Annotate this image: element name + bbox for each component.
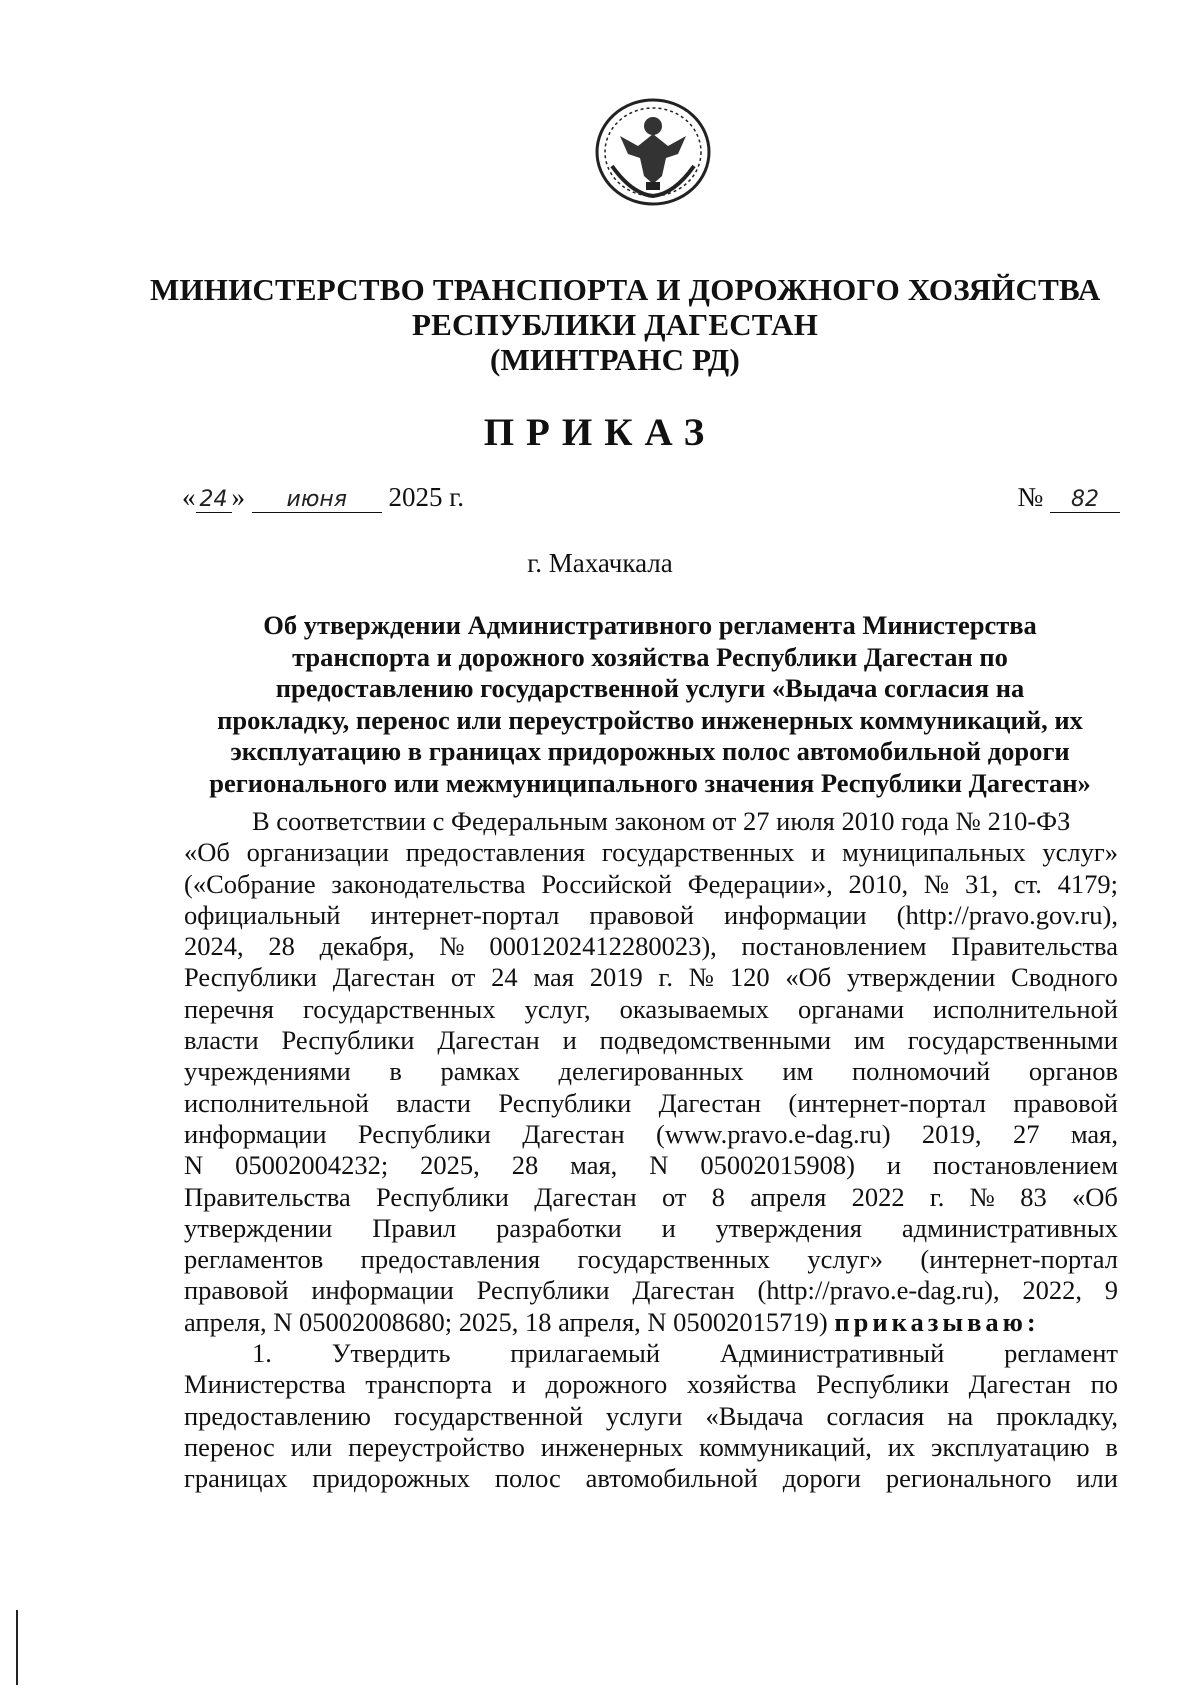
- body-word: («Собрание: [184, 868, 316, 899]
- body-line: [184, 1213, 1118, 1244]
- body-word: Правил: [372, 1212, 457, 1243]
- body-line: [184, 1025, 1118, 1056]
- body-word: исполнительной: [184, 1087, 369, 1118]
- body-line: [184, 1432, 1118, 1463]
- body-word: «Выдача: [705, 1400, 804, 1431]
- body-word: №: [923, 868, 950, 899]
- body-line: [184, 962, 1118, 993]
- body-word: официальный: [184, 899, 341, 930]
- body-word: мая: [533, 962, 574, 993]
- body-word: г.: [929, 1181, 945, 1212]
- body-word: услуги: [605, 1400, 683, 1431]
- order-body: [184, 806, 1118, 1495]
- body-word: полос: [494, 1463, 561, 1494]
- body-word: г.: [658, 962, 673, 993]
- body-word: регионального: [885, 1463, 1052, 1494]
- body-word: «Об: [184, 837, 230, 868]
- body-word: подведомственными: [599, 1025, 832, 1056]
- body-line: [184, 931, 1118, 962]
- coat-of-arms-dagestan-icon: [592, 96, 714, 208]
- body-word: мая,: [1070, 1118, 1118, 1149]
- body-word: №: [439, 931, 465, 962]
- body-word: 2019,: [921, 1118, 982, 1149]
- order-city: г. Махачкала: [527, 548, 673, 578]
- body-word: N: [649, 1150, 669, 1181]
- body-word: государственных: [601, 837, 795, 868]
- body-word: N: [184, 1150, 204, 1181]
- body-word: учреждениями: [184, 1056, 351, 1087]
- date-month: июня: [252, 487, 382, 513]
- body-word: 9: [1104, 1275, 1118, 1306]
- body-line-text: апреля, N 05002008680; 2025, 18 апреля, N 05002015719): [184, 1306, 828, 1337]
- body-word: 1.: [252, 1338, 272, 1369]
- body-line: [184, 1369, 1118, 1400]
- body-line-text: В соответствии с Федеральным законом от 27 июля 2010 года № 210-ФЗ: [252, 806, 1071, 836]
- body-word: услуг»: [807, 1244, 883, 1275]
- subject-line: регионального или межмуниципального значения Республики Дагестан»: [209, 767, 1091, 798]
- subject-line: эксплуатацию в границах придорожных полос автомобильной дороги: [230, 736, 1070, 766]
- body-word: в: [1105, 1431, 1118, 1462]
- body-word: декабря,: [319, 931, 415, 962]
- date-open-quote: «: [182, 482, 196, 512]
- body-word: Федерации»,: [687, 868, 833, 899]
- body-word: организации: [246, 837, 389, 868]
- body-word: Дагестан: [332, 962, 436, 993]
- body-word: и: [562, 1025, 577, 1056]
- body-word: 2022,: [1022, 1275, 1082, 1306]
- body-word: 05002015908): [700, 1150, 855, 1181]
- body-line: [184, 1307, 1118, 1338]
- body-word: административных: [901, 1212, 1118, 1243]
- body-word: предоставления: [360, 1244, 541, 1275]
- body-word: (http://pravo.gov.ru),: [896, 899, 1118, 930]
- body-word: Сводного: [1011, 962, 1118, 993]
- body-line: [184, 1150, 1118, 1181]
- body-word: услуг»: [1042, 837, 1118, 868]
- body-word: 8: [711, 1181, 725, 1212]
- body-word: власти: [396, 1087, 471, 1118]
- body-line: [184, 806, 1118, 837]
- body-word: Дагестан: [437, 1025, 540, 1056]
- body-word: Республики: [376, 1181, 509, 1212]
- order-subject: [180, 610, 1120, 799]
- subject-line: Об утверждении Административного регламента Министерства: [263, 610, 1037, 640]
- body-word: правовой: [1013, 1087, 1118, 1118]
- subject-line: предоставлению государственной услуги «Выдача согласия на: [275, 673, 1025, 703]
- body-word: 83: [1020, 1181, 1047, 1212]
- date-year: 2025 г.: [388, 482, 465, 512]
- body-word: разработки: [496, 1212, 622, 1243]
- body-word: переустройство: [348, 1431, 525, 1462]
- body-word: (www.pravo.e-dag.ru): [656, 1118, 891, 1149]
- body-word: государственной: [394, 1400, 583, 1431]
- body-word: государственных: [303, 993, 496, 1024]
- body-word: информации: [184, 1118, 327, 1149]
- body-word: Республики: [357, 1118, 491, 1149]
- body-word: автомобильной: [585, 1463, 758, 1494]
- body-line: [184, 1338, 1118, 1369]
- body-word: коммуникаций,: [699, 1431, 872, 1462]
- body-word: 2025,: [420, 1150, 480, 1181]
- body-word: утверждении: [846, 962, 996, 993]
- body-word: их: [887, 1431, 916, 1462]
- ministry-name-line: МИНИСТЕРСТВО ТРАНСПОРТА И ДОРОЖНОГО ХОЗЯЙСТВА: [150, 272, 1101, 307]
- body-word: органами: [797, 993, 904, 1024]
- body-word: 0001202412280023),: [489, 931, 717, 962]
- body-word: 05002004232;: [235, 1150, 389, 1181]
- body-word: предоставлению: [184, 1400, 371, 1431]
- body-word: полномочий: [851, 1056, 991, 1087]
- body-word: согласия: [826, 1400, 925, 1431]
- body-word: 2010,: [848, 868, 909, 899]
- body-line: [184, 900, 1118, 931]
- body-word: 2024,: [184, 931, 244, 962]
- body-word: на: [947, 1400, 974, 1431]
- number-value: 82: [1050, 487, 1120, 513]
- body-line: [184, 1056, 1118, 1087]
- body-word: Министерства: [184, 1369, 346, 1400]
- body-word: постановлением: [932, 1150, 1118, 1181]
- body-word: 24: [491, 962, 518, 993]
- body-word: им: [853, 1025, 885, 1056]
- body-word: от: [661, 1181, 687, 1212]
- body-word: предоставления: [405, 837, 586, 868]
- body-word: Дагестан: [534, 1181, 637, 1212]
- ministry-short-name: (МИНТРАНС РД): [490, 342, 740, 377]
- subject-line: транспорта и дорожного хозяйства Республики Дагестан по: [292, 641, 1008, 672]
- body-word: рамках: [440, 1056, 520, 1087]
- body-word: (http://pravo.e-dag.ru),: [757, 1275, 1000, 1306]
- body-word: перечня: [184, 993, 274, 1024]
- ministry-header: [150, 272, 1101, 377]
- body-word: Дагестан: [968, 1369, 1071, 1400]
- body-word: Российской: [541, 868, 672, 899]
- body-word: 28: [511, 1150, 539, 1181]
- body-word: 4179;: [1057, 868, 1118, 899]
- body-word: придорожных: [312, 1463, 471, 1494]
- body-word: транспорта: [365, 1369, 493, 1400]
- body-word: регламент: [1004, 1338, 1118, 1369]
- body-word: утверждении: [184, 1212, 333, 1243]
- body-word: информации: [311, 1275, 454, 1306]
- body-word: Правительства: [184, 1181, 351, 1212]
- body-word: хозяйства: [686, 1369, 797, 1400]
- date-day: 24: [196, 487, 232, 513]
- body-word: перенос: [184, 1431, 275, 1462]
- body-line: [184, 1463, 1118, 1494]
- body-word: 2022: [851, 1181, 905, 1212]
- body-word: в: [389, 1056, 402, 1087]
- body-word: границах: [184, 1463, 288, 1494]
- body-word: Правительства: [951, 931, 1118, 962]
- body-word: «Об: [1072, 1181, 1118, 1212]
- body-word: Республики: [281, 1025, 415, 1056]
- body-word: оказываемых: [619, 993, 769, 1024]
- order-title: ПРИКАЗ: [483, 411, 717, 454]
- body-word: делегированных: [558, 1056, 744, 1087]
- order-verb: приказываю:: [834, 1306, 1040, 1337]
- body-word: или: [1076, 1463, 1118, 1494]
- body-word: Дагестан: [632, 1275, 735, 1306]
- body-word: услуг,: [524, 993, 591, 1024]
- body-word: им: [782, 1056, 814, 1087]
- body-line: [184, 1244, 1118, 1275]
- body-line: [184, 1119, 1118, 1150]
- body-word: от: [450, 962, 476, 993]
- body-line: [184, 1182, 1118, 1213]
- body-line: [184, 994, 1118, 1025]
- body-word: 28: [268, 931, 295, 962]
- body-word: №: [688, 962, 715, 993]
- body-word: Дагестан: [522, 1118, 625, 1149]
- body-word: прокладку,: [996, 1400, 1118, 1431]
- body-word: апреля: [750, 1181, 827, 1212]
- body-word: ст.: [1013, 868, 1042, 899]
- body-word: и: [661, 1212, 676, 1243]
- body-line: [184, 869, 1118, 900]
- body-word: дороги: [782, 1463, 861, 1494]
- body-word: «Об: [785, 962, 832, 993]
- body-word: прилагаемый: [510, 1338, 661, 1369]
- body-word: утверждения: [715, 1212, 862, 1243]
- body-word: или: [290, 1431, 333, 1462]
- body-word: (интернет-портал: [920, 1244, 1118, 1275]
- body-word: постановлением: [741, 931, 927, 962]
- body-word: Утвердить: [331, 1338, 451, 1369]
- body-word: Республики: [498, 1087, 632, 1118]
- body-word: регламентов: [184, 1244, 324, 1275]
- body-word: Дагестан: [658, 1087, 762, 1118]
- body-word: мая,: [570, 1150, 618, 1181]
- body-word: Административный: [719, 1338, 945, 1369]
- body-word: Республики: [184, 962, 317, 993]
- body-line: [184, 1275, 1118, 1306]
- body-word: Республики: [476, 1275, 610, 1306]
- body-word: интернет-портал: [370, 899, 560, 930]
- body-word: и: [511, 1369, 526, 1400]
- order-date: [182, 482, 464, 513]
- ministry-name-line: РЕСПУБЛИКИ ДАГЕСТАН: [411, 307, 819, 342]
- order-number: [1017, 482, 1120, 513]
- body-word: дорожного: [545, 1369, 668, 1400]
- body-line: [184, 837, 1118, 868]
- body-word: правовой: [184, 1275, 289, 1306]
- date-close-quote: »: [231, 482, 245, 512]
- body-word: власти: [184, 1025, 259, 1056]
- body-word: Республики: [816, 1369, 950, 1400]
- body-word: законодательства: [331, 868, 526, 899]
- body-word: правовой: [589, 899, 694, 930]
- body-word: 31,: [964, 868, 999, 899]
- body-word: информации: [724, 899, 867, 930]
- body-word: инженерных: [540, 1431, 684, 1462]
- body-word: и: [886, 1150, 902, 1181]
- body-word: 120: [729, 962, 770, 993]
- margin-scan-mark: [16, 1610, 18, 1685]
- body-word: по: [1090, 1369, 1118, 1400]
- body-word: государственных: [577, 1244, 770, 1275]
- number-label: №: [1017, 482, 1044, 512]
- body-line: [184, 1088, 1118, 1119]
- body-word: №: [969, 1181, 995, 1212]
- body-word: и: [811, 837, 826, 868]
- body-word: муниципальных: [842, 837, 1026, 868]
- body-word: 2019: [589, 962, 643, 993]
- subject-line: прокладку, перенос или переустройство инженерных коммуникаций, их: [217, 704, 1083, 735]
- order-dateline: [182, 482, 1120, 522]
- body-line: [184, 1401, 1118, 1432]
- body-word: эксплуатацию: [931, 1431, 1090, 1462]
- body-word: государственными: [907, 1025, 1118, 1056]
- body-word: исполнительной: [933, 993, 1118, 1024]
- body-word: органов: [1028, 1056, 1118, 1087]
- body-word: 27: [1012, 1118, 1040, 1149]
- body-word: (интернет-портал: [788, 1087, 987, 1118]
